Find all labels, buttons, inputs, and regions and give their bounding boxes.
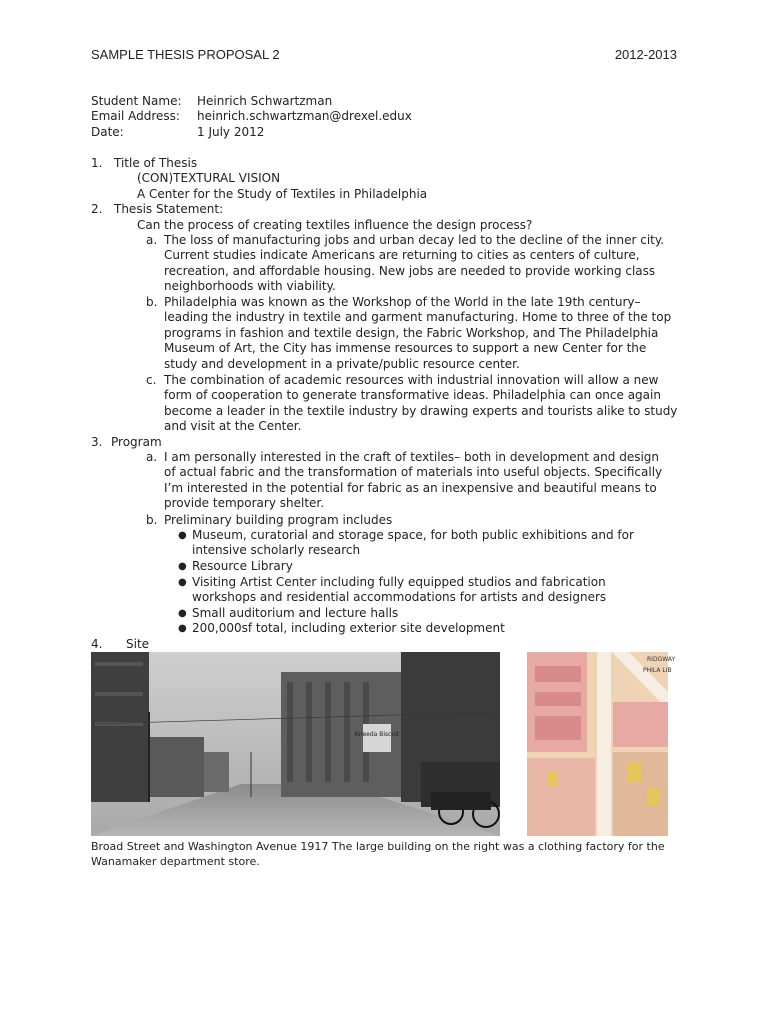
email-value: heinrich.schwartzman@drexel.edux bbox=[197, 109, 412, 124]
thesis-title: (CON)TEXTURAL VISION bbox=[137, 171, 281, 185]
document-header-year: 2012-2013 bbox=[614, 47, 677, 62]
statement-item-a: The loss of manufacturing jobs and urban decay led to the decline of the inner city. Current studies indicate Americans are returning to cities as centers of culture, recreation, and affordable housing. New jobs are needed to provide working class neighborhoods with viability. bbox=[164, 233, 665, 294]
date-label: Date: bbox=[91, 124, 124, 139]
bullet-icon: ● bbox=[178, 608, 187, 619]
student-name-label: Student Name: bbox=[91, 94, 182, 108]
bullet-icon: ● bbox=[178, 577, 187, 588]
document-header-title: SAMPLE THESIS PROPOSAL 2 bbox=[91, 47, 280, 62]
section-3-number: 3. bbox=[91, 435, 103, 449]
list-marker: a. bbox=[146, 450, 158, 464]
bullet-icon: ● bbox=[178, 530, 187, 541]
list-marker: a. bbox=[146, 233, 158, 247]
email-label: Email Address: bbox=[91, 109, 180, 124]
program-bullet: ● Museum, curatorial and storage space, for both public exhibitions and for intensive scholarly research bbox=[178, 528, 634, 558]
section-2-heading: Thesis Statement: bbox=[114, 202, 224, 216]
program-item-a: I am personally interested in the craft of textiles– both in development and design of actual fabric and the transformation of materials into useful objects. Specifically I’m interested in the potential for fabric as an inexpensive and beautiful means to provide temporary shelter. bbox=[164, 450, 663, 511]
program-bullet: ● Resource Library bbox=[178, 559, 293, 573]
program-bullet: ● Visiting Artist Center including fully equipped studios and fabrication workshops and residential accommodations for artists and designers bbox=[178, 575, 607, 605]
photo-caption: Broad Street and Washington Avenue 1917 The large building on the right was a clothing factory for the Wanamaker department store. bbox=[91, 840, 665, 868]
section-1-heading: Title of Thesis bbox=[114, 156, 198, 170]
section-2-number: 2. bbox=[91, 202, 103, 216]
program-item-b: Preliminary building program includes bbox=[164, 513, 393, 527]
historic-street-photo bbox=[91, 652, 500, 836]
list-marker: b. bbox=[146, 295, 158, 309]
map-label: PHILA LIB bbox=[643, 667, 672, 674]
map-label: RIDGWAY bbox=[647, 656, 676, 663]
student-name-value: Heinrich Schwartzman bbox=[197, 94, 333, 108]
section-4-number: 4. bbox=[91, 637, 103, 651]
program-bullet: ● 200,000sf total, including exterior site development bbox=[178, 621, 505, 635]
thesis-question: Can the process of creating textiles influence the design process? bbox=[137, 218, 533, 232]
section-3-heading: Program bbox=[111, 435, 162, 449]
program-bullet: ● Small auditorium and lecture halls bbox=[178, 606, 399, 620]
section-4-heading: Site bbox=[126, 637, 150, 651]
list-marker: c. bbox=[146, 373, 157, 387]
list-marker: b. bbox=[146, 513, 158, 527]
student-info-block bbox=[91, 94, 412, 140]
date-value: 1 July 2012 bbox=[197, 124, 265, 139]
bullet-icon: ● bbox=[178, 623, 187, 634]
thesis-subtitle: A Center for the Study of Textiles in Philadelphia bbox=[137, 187, 428, 201]
statement-item-b: Philadelphia was known as the Workshop of the World in the late 19th century–leading the industry in textile and garment manufacturing. Home to three of the top programs in fashion and textile design, the Fabric Workshop, and The Philadelphia Museum of Art, the City has immense resources to support a new Center for the study and development in a private/public resource center. bbox=[164, 295, 672, 371]
statement-item-c: The combination of academic resources with industrial innovation will allow a new form of cooperation to generate transformative ideas. Philadelphia can once again become a leader in the textile industry by drawing experts and tourists alike to study and visit at the Center. bbox=[164, 373, 678, 434]
historic-site-map bbox=[527, 652, 676, 836]
bullet-icon: ● bbox=[178, 561, 187, 572]
billboard-sign: Kneeda Biscuit bbox=[354, 731, 400, 738]
section-1-number: 1. bbox=[91, 156, 103, 170]
